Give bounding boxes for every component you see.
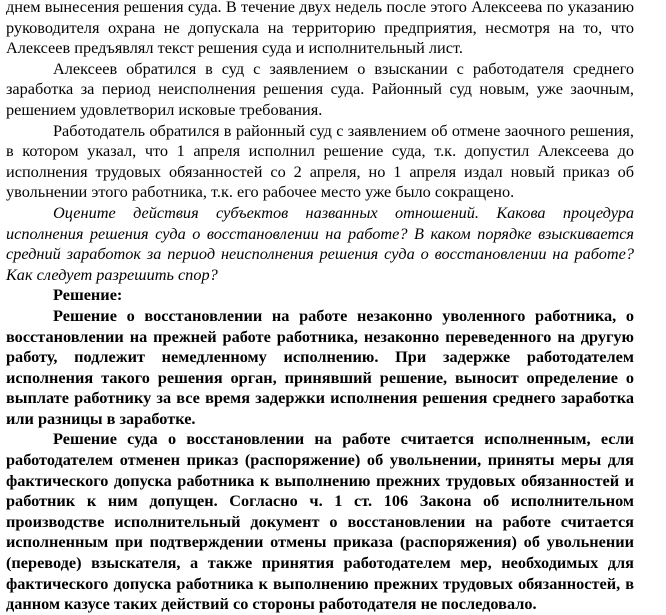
- paragraph-question: Оцените действия субъектов названных отношений. Какова процедура исполнения решения суда о восстановлении на работе? В каком порядке взыскивается средний заработок за период неисполнения решения суда о восстановлении на работе? Как следует разрешить спор?: [6, 202, 634, 284]
- paragraph-lawsuit: Алексеев обратился в суд с заявлением о взыскании с работодателя среднего заработка за период неисполнения решения суда. Районный суд новым, уже заочным, решением удовлетворил исковые требования.: [6, 58, 634, 119]
- paragraph-employer-appeal: Работодатель обратился в районный суд с заявлением об отмене заочного решения, в котором указал, что 1 апреля исполнил решение суда, т.к. допустил Алексеева до исполнения трудовых обязанностей со 2 апреля, но 1 апреля издал новый приказ об увольнении этого работника, т.к. его рабочее место уже было сокращено.: [6, 120, 634, 202]
- paragraph-solution-immediate-execution: Решение о восстановлении на работе незаконно уволенного работника, о восстановлении на прежней работе работника, незаконно переведенного на другую работу, подлежит немедленному исполнению. При задержке работодателем исполнения такого решения орган, принявший решение, выносит определение о выплате работнику за все время задержки исполнения решения среднего заработка или разницы в заработке.: [6, 305, 634, 428]
- solution-heading: Решение:: [53, 285, 123, 305]
- paragraph-solution-executed-conditions: Решение суда о восстановлении на работе считается исполненным, если работодателем отменен приказ (распоряжение) об увольнении, приняты меры для фактического допуска работника к выполнению прежних трудовых обязанностей и работник к ним допущен. Согласно ч. 1 ст. 106 Закона об исполнительном производстве исполнительный документ о восстановлении на работе считается исполненным при подтверждении отмены приказа (распоряжения) об увольнении (переводе) взыскателя, а также принятия работодателем мер, необходимых для фактического допуска работника к выполнению прежних трудовых обязанностей, в данном казусе таких действий со стороны работодателя не последовало.: [6, 429, 634, 614]
- paragraph-continuation: днем вынесения решения суда. В течение двух недель после этого Алексеева по указанию руководителя охрана не допускала на территорию предприятия, несмотря на то, что Алексеев предъявлял текст решения суда и исполнительный лист.: [6, 0, 634, 58]
